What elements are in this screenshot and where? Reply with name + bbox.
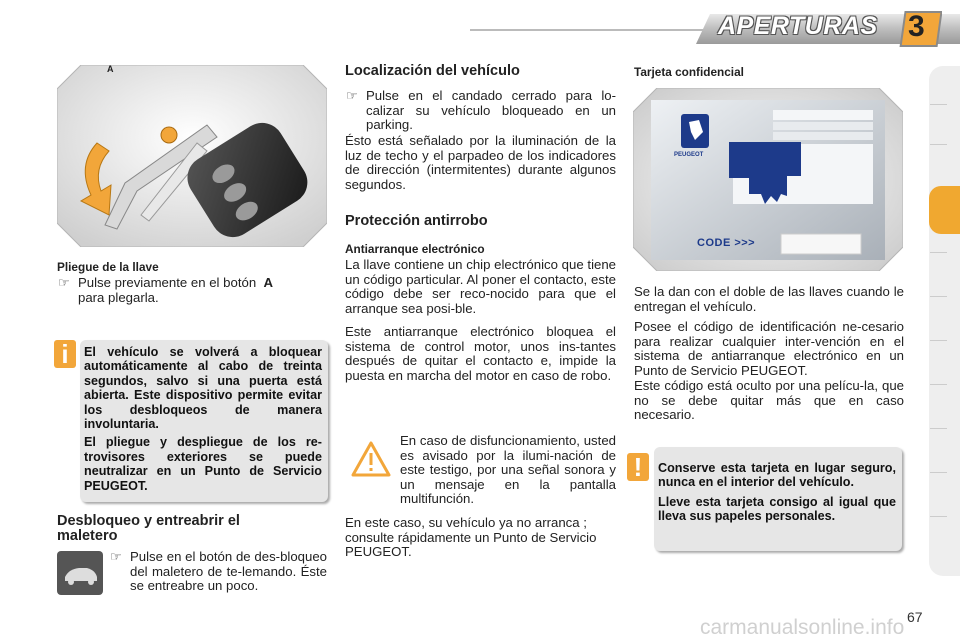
chapter-tabs [929,66,960,576]
card-code-label: CODE >>> [697,237,756,249]
immobiliser-paragraph: Este antiarranque electrónico bloquea el sistema de control motor, unos ins-tantes después de quitar el contacto e, impide la puesta en marcha del motor en caso de robo. [345,324,616,383]
info-paragraph: El vehículo se volverá a bloquear automáticamente al cabo de treinta segundos, salvo si una puerta está abierta. Este dispositivo permite evitar los desbloqueos de manera involuntaria. [84,345,322,432]
watermark: carmanualsonline.info [700,616,905,639]
pointing-hand-icon: ☞ [110,549,122,564]
locate-paragraph: Ésto está señalado por la iluminación de la luz de techo y el parpadeo de los indicadores de dirección (intermitentes) durante algunos segundos. [345,133,616,192]
warning-paragraph: Conserve esta tarjeta en lugar seguro, nunca en el interior del vehículo. [658,461,896,490]
pointing-hand-icon: ☞ [346,88,358,103]
locate-text: Pulse en el candado cerrado para lo-calizar su vehículo bloqueado en un parking. [366,88,616,133]
card-paragraph: Este código está oculto por una pelícu-la, que no se debe quitar más que en caso necesario. [634,378,904,423]
header-band [470,8,960,48]
fold-heading: Pliegue de la llave [57,260,159,274]
card-heading: Tarjeta confidencial [634,65,744,79]
immobiliser-paragraph: La llave contiene un chip electrónico que tiene un código particular. Al poner el contacto, este código debe ser reco-nocido para que el arranque sea posi-ble. [345,257,616,316]
locate-instruction [346,89,616,133]
tab-divider [930,104,947,105]
tab-divider [930,296,947,297]
page-title: APERTURAS [718,12,878,40]
info-paragraph: El pliegue y despliegue de los re-trovisores exteriores se puede neutralizar en un Punto de Servicio PEUGEOT. [84,435,322,493]
warning-box-text [658,461,896,524]
chapter-tab-active[interactable] [929,186,960,234]
confidential-card-figure [633,88,903,271]
malfunction-text: En caso de disfuncionamiento, usted es avisado por la ilumi-nación de este testigo, por una señal sonora y un mensaje en la pantalla multifunción. [400,433,616,507]
fold-button-ref: A [263,275,274,290]
tab-divider [930,472,947,473]
key-button-label: A [107,64,114,74]
pointing-hand-icon: ☞ [58,275,70,290]
fold-suffix: para plegarla. [78,289,159,305]
page-number: 67 [907,609,923,625]
card-paragraph: Se la dan con el doble de las llaves cuando le entregan el vehículo. [634,284,904,314]
info-box-text [84,345,322,493]
trunk-instruction [110,550,327,594]
card-brand-label: PEUGEOT [674,152,704,158]
tab-divider [930,144,947,145]
locate-heading: Localización del vehículo [345,63,520,79]
warning-triangle-icon [350,440,392,478]
tab-divider [930,384,947,385]
tab-divider [930,516,947,517]
fold-instruction [58,276,328,305]
chapter-number: 3 [908,10,925,43]
trunk-button-icon [57,551,103,595]
immobiliser-subheading: Antiarranque electrónico [345,242,485,256]
exclamation-icon: ! [627,453,649,481]
key-folding-figure [57,65,327,247]
fold-prefix: Pulse previamente en el botón [78,275,257,290]
tab-divider [930,340,947,341]
closing-text: En este caso, su vehículo ya no arranca ; consulte rápidamente un Punto de Servicio PEUGEOT. [345,515,597,560]
warning-paragraph: Lleve esta tarjeta consigo al igual que lleva sus papeles personales. [658,494,896,524]
trunk-heading: Desbloqueo y entreabrir el maletero [57,513,240,544]
protect-heading: Protección antirrobo [345,213,488,229]
tab-divider [930,428,947,429]
info-icon: i [54,340,76,368]
trunk-text: Pulse en el botón de des-bloqueo del maletero de te-lemando. Éste se entreabre un poco. [130,549,327,594]
tab-divider [930,252,947,253]
card-paragraph: Posee el código de identificación ne-cesario para realizar cualquier inter-vención en el sistema de antiarranque electrónico en un Punto de Servicio PEUGEOT. [634,319,904,378]
